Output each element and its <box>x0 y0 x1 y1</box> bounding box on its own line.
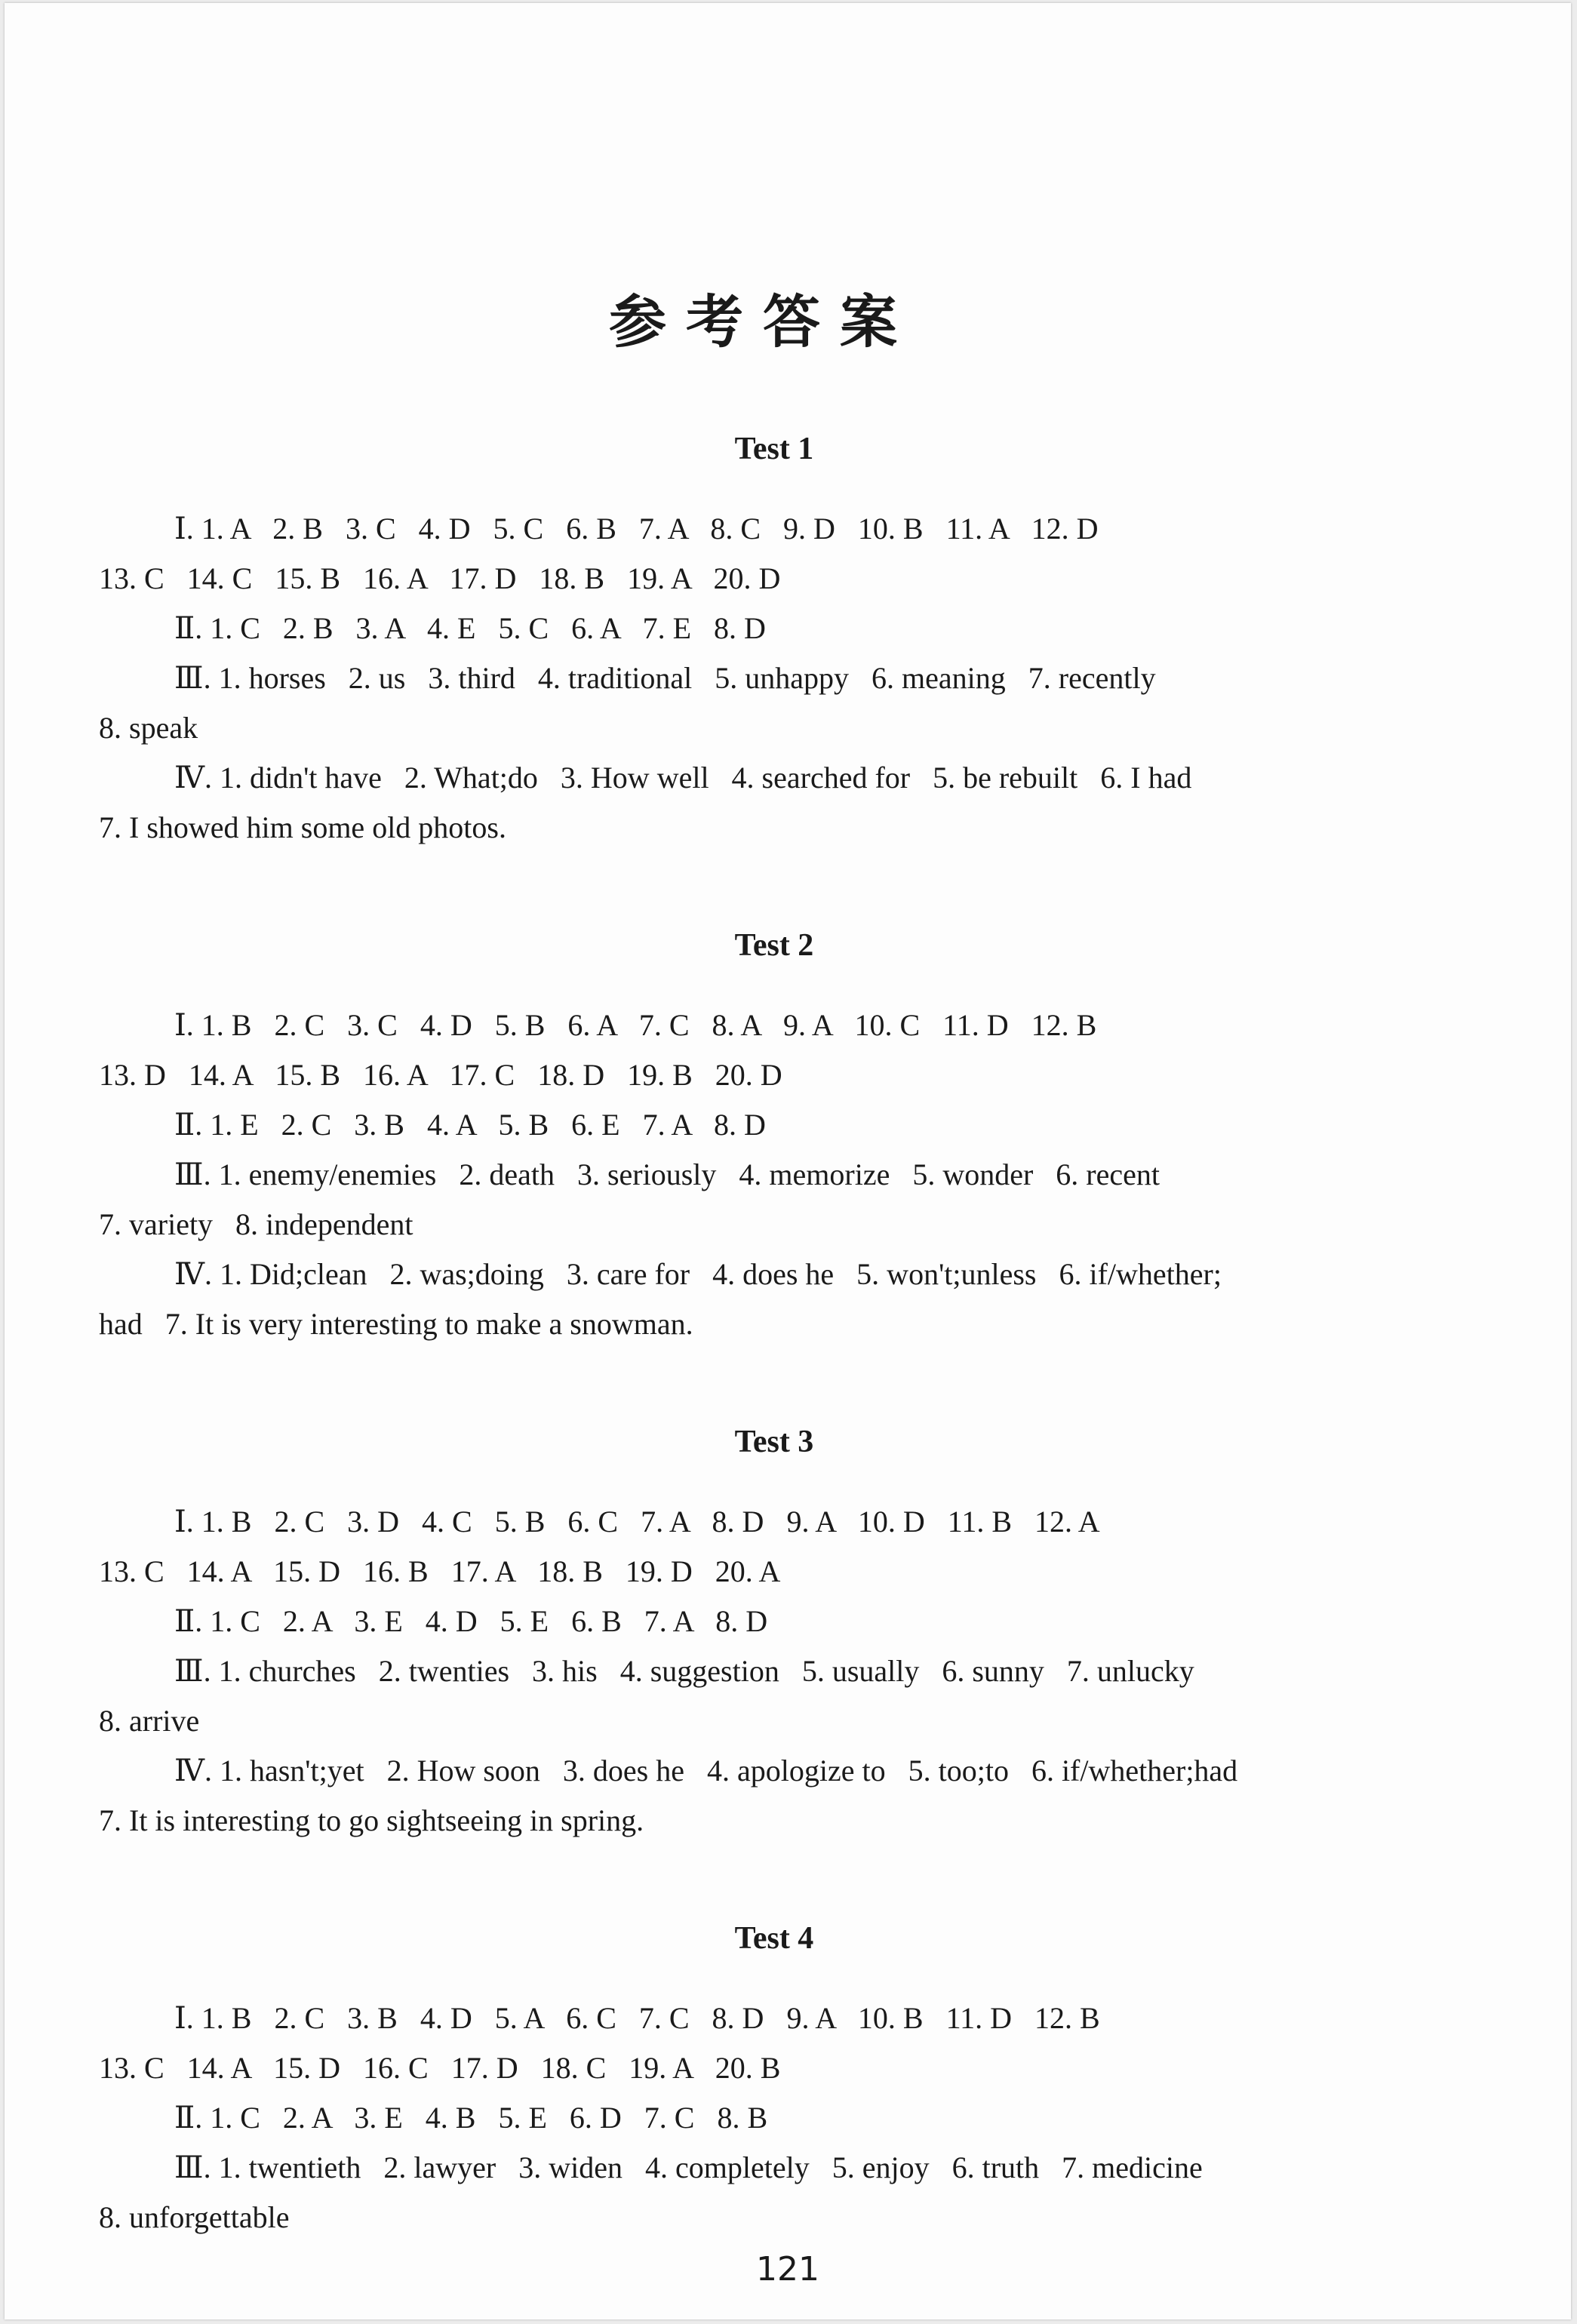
answer-line: Ⅱ. 1. C 2. A 3. E 4. D 5. E 6. B 7. A 8. D <box>174 1604 768 1638</box>
answer-line: Ⅲ. 1. churches 2. twenties 3. his 4. suggestion 5. usually 6. sunny 7. unlucky <box>174 1654 1194 1688</box>
answer-line: Ⅲ. 1. enemy/enemies 2. death 3. seriously 4. memorize 5. wonder 6. recent <box>174 1157 1160 1191</box>
answer-line: 7. I showed him some old photos. <box>99 810 506 844</box>
answer-line: Ⅲ. 1. horses 2. us 3. third 4. traditional 5. unhappy 6. meaning 7. recently <box>174 661 1156 695</box>
answer-line: had 7. It is very interesting to make a snowman. <box>99 1307 693 1341</box>
answer-line: Ⅳ. 1. didn't have 2. What;do 3. How well 4. searched for 5. be rebuilt 6. I had <box>174 761 1192 795</box>
test-title: Test 3 <box>734 1425 814 1459</box>
answer-line: Ⅲ. 1. twentieth 2. lawyer 3. widen 4. completely 5. enjoy 6. truth 7. medicine <box>174 2150 1203 2184</box>
answer-line: 13. C 14. A 15. D 16. C 17. D 18. C 19. A 20. B <box>99 2051 781 2085</box>
test-section-4 <box>99 1923 1449 2243</box>
answer-line: Ⅳ. 1. hasn't;yet 2. How soon 3. does he 4. apologize to 5. too;to 6. if/whether;had <box>174 1754 1238 1788</box>
page-number: 121 <box>756 2250 819 2289</box>
answer-line: 7. variety 8. independent <box>99 1207 413 1241</box>
answer-line: Ⅰ. 1. B 2. C 3. C 4. D 5. B 6. A 7. C 8. A 9. A 10. C 11. D 12. B <box>174 1008 1097 1042</box>
answer-line: Ⅳ. 1. Did;clean 2. was;doing 3. care for 4. does he 5. won't;unless 6. if/whether; <box>174 1257 1222 1291</box>
answer-line: Ⅰ. 1. A 2. B 3. C 4. D 5. C 6. B 7. A 8. C 9. D 10. B 11. A 12. D <box>174 512 1099 546</box>
test-title: Test 4 <box>734 1921 814 1956</box>
answer-line: 13. C 14. C 15. B 16. A 17. D 18. B 19. A 20. D <box>99 561 781 595</box>
page-title: 参考答案 <box>609 288 917 355</box>
test-title: Test 2 <box>734 928 814 963</box>
answer-line: 7. It is interesting to go sightseeing in spring. <box>99 1803 644 1837</box>
answer-line: Ⅰ. 1. B 2. C 3. D 4. C 5. B 6. C 7. A 8. D 9. A 10. D 11. B 12. A <box>174 1505 1100 1539</box>
test-section-2 <box>99 930 1449 1349</box>
answer-line: 8. speak <box>99 711 198 745</box>
answer-line: 8. arrive <box>99 1704 200 1738</box>
answer-line: 13. C 14. A 15. D 16. B 17. A 18. B 19. D 20. A <box>99 1554 781 1588</box>
test-section-1 <box>99 433 1449 853</box>
test-section-3 <box>99 1426 1449 1846</box>
answer-line: Ⅱ. 1. E 2. C 3. B 4. A 5. B 6. E 7. A 8. D <box>174 1108 766 1142</box>
answer-line: 13. D 14. A 15. B 16. A 17. C 18. D 19. B 20. D <box>99 1058 782 1092</box>
answer-line: Ⅰ. 1. B 2. C 3. B 4. D 5. A 6. C 7. C 8. D 9. A 10. B 11. D 12. B <box>174 2001 1100 2035</box>
document-page <box>5 3 1571 2319</box>
answer-line: 8. unforgettable <box>99 2200 290 2234</box>
test-title: Test 1 <box>734 432 814 466</box>
answer-line: Ⅱ. 1. C 2. A 3. E 4. B 5. E 6. D 7. C 8. B <box>174 2101 768 2135</box>
answer-line: Ⅱ. 1. C 2. B 3. A 4. E 5. C 6. A 7. E 8. D <box>174 611 766 645</box>
